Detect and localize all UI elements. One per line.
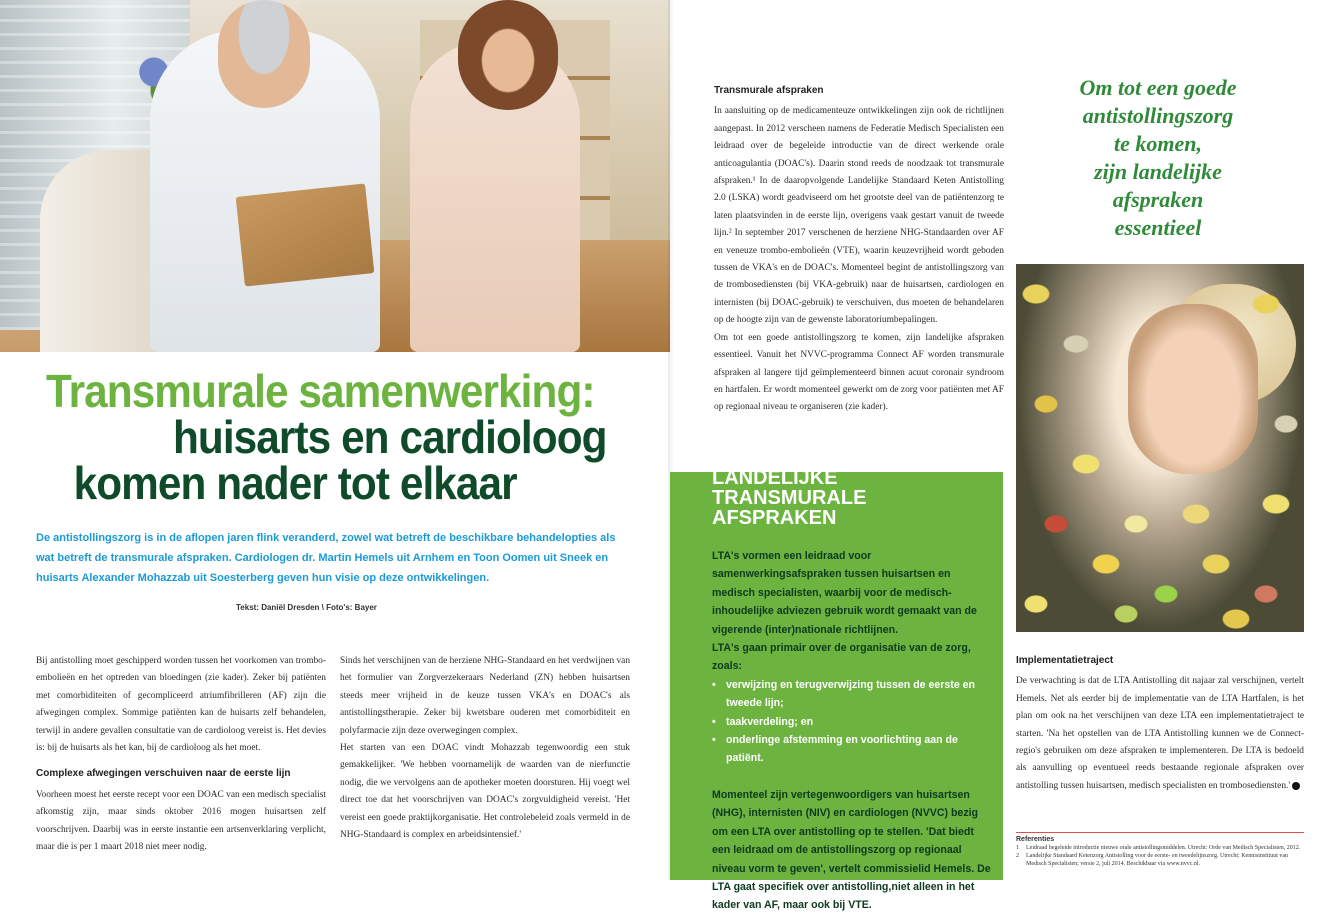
box-bullet: • verwijzing en terugverwijzing tussen de eerste en tweede lijn;: [712, 676, 992, 713]
reference-number: 2: [1016, 853, 1019, 859]
headline-line-3: komen nader tot elkaar: [73, 457, 517, 509]
paragraph: Bij antistolling moet geschipperd worden tussen het voorkomen van trombo-embolieën en het optreden van bloedingen (zie kader). Zeker bij patiënten met comorbiditeiten of gecompliceerd atriumfibrilleren (AF) zijn die afwegingen complex. Sommige patiënten kan de huisarts zelf behandelen, terwijl in andere gevallen consultatie van de cardioloog vereist is. Het devies is: bij de huisarts als het kan, bij de cardioloog als het moet.: [36, 656, 326, 754]
headline-line-2: huisarts en cardioloog: [172, 411, 607, 463]
paragraph: [1016, 673, 1304, 795]
references: [1016, 832, 1304, 868]
quote-line: afspraken: [1112, 187, 1204, 212]
box-title-line: TRANSMURALE: [712, 487, 867, 509]
quote-line: essentieel: [1114, 215, 1202, 240]
box-title-line: LANDELIJKE: [712, 467, 838, 489]
paragraph: In aansluiting op de medicamenteuze ontwikkelingen zijn ook de richtlijnen aangepast. In 2012 verscheen namens de Federatie Medisch Specialisten een leidraad over de begeleide introductie van de direct werkende orale anticoagulantia (DOAC's). Daarin stond reeds de noodzaak tot transmurale afspraken.¹ In de daaropvolgende Landelijke Standaard Keten Antistolling 2.0 (LSKA) wordt geadviseerd om het grootste deel van de patiëntenzorg te laten plaatsvinden in de eerste lijn, overigens vaak gestart vanuit de tweede lijn.² In september 2017 verschenen de herziene NHG-Standaarden over AF en veneuze trombo-embolieën (VTE), waarin keuzevrijheid wordt geboden tussen de VKA's en de DOAC's. Momenteel begint de antistollingszorg van de trombosediensten (bij VKA-gebruik) naar de huisartsen, cardiologen en internisten (bij DOAC-gebruik) te verschuiven, dus moeten de behandelaren op de hoogte zijn van de gewenste laboratoriumbepalingen.: [714, 106, 1004, 326]
lta-info-box: [670, 467, 1003, 912]
article-intro: De antistollingszorg is in de aflopen jaren flink veranderd, zowel wat betreft de beschikbare behandelopties als wat betreft de transmurale afspraken. Cardiologen dr. Martin Hemels uit Arnhem en Toon Oomen uit Sneek en huisarts Alexander Mohazzab uit Soesterberg geven hun visie op deze ontwikkelingen.: [36, 532, 616, 584]
reference-item: [1016, 844, 1304, 852]
article-headline: [46, 365, 656, 509]
box-title: [712, 468, 972, 528]
subheading: Transmurale afspraken: [714, 85, 824, 96]
box-paragraph: Momenteel zijn vertegenwoordigers van huisartsen (NHG), internisten (NIV) en cardiologen (NVVC) bezig om een LTA over antistolling op te stellen. 'Dat biedt een leidraad om de antistollingszorg op regionaal niveau vorm te geven', vertelt commissielid Hemels. De LTA gaat specifiek over antistolling,niet alleen in het kader van AF, maar ook bij VTE.: [712, 788, 991, 912]
box-bullet: • onderlinge afstemming en voorlichting aan de patiënt.: [712, 731, 992, 768]
subheading: Complexe afwegingen verschuiven naar de eerste lijn: [36, 768, 291, 780]
reference-item: [1016, 852, 1304, 868]
quote-line: te komen,: [1114, 131, 1202, 156]
pharmacist-pills-photo: [1016, 264, 1304, 632]
box-bullet: • taakverdeling; en: [712, 713, 992, 731]
paragraph: Sinds het verschijnen van de herziene NHG-Standaard en het verdwijnen van het formulier van Zorgverzekeraars Nederland (ZN) hebben huisartsen steeds meer vrijheid in de keuze tussen VKA's en DOAC's als antistollingstherapie. Zeker bij kwetsbare ouderen met comorbiditeit en polyfarmacie zijn deze overwegingen complex.: [340, 656, 631, 736]
photo-woman-head: [458, 0, 558, 110]
box-paragraph: LTA's vormen een leidraad voor samenwerkingsafspraken tussen huisartsen en medisch specialisten, waarbij voor de medisch-inhoudelijke adviezen gebruik wordt gemaakt van de vigerende (inter)nationale richtlijnen.: [712, 550, 977, 636]
box-paragraph: LTA's gaan primair over de organisatie van de zorg, zoals:: [712, 642, 971, 673]
paragraph: Het starten van een DOAC vindt Mohazzab tegenwoordig een stuk gemakkelijker. 'We hebben voornamelijk de waarden van de nierfunctie nodig, die we vervolgens aan de apotheker moeten doorsturen. Hij voegt wel direct toe dat het voorschrijven van DOAC's zorgvuldigheid vereist. 'Het vereist een goede praktijkorganisatie. Het controlebeleid zoals vermeld in de NHG-Standaard is complex en arbeidsintensief.': [340, 743, 630, 841]
box-bullet-list: [712, 676, 992, 768]
doctor-patient-photo: [0, 0, 670, 352]
text-column-4: [1016, 652, 1304, 795]
paragraph: Om tot een goede antistollingszorg te komen, zijn landelijke afspraken essentieel. Vanuit het NVVC-programma Connect AF worden transmurale afspraken al langere tijd geïmplementeerd binnen acuut coronair syndroom en hartfalen. Er wordt momenteel gewerkt om de zorg voor patiënten met AF op regionaal niveau te organiseren (zie kader).: [714, 332, 1004, 413]
photo-doctor-head: [218, 0, 310, 108]
paragraph-text: De verwachting is dat de LTA Antistolling dit najaar zal verschijnen, vertelt Hemels. Net als eerder bij de implementatie van de LTA Hartfalen, is het plan om ook na het verschijnen van deze LTA een implementatietraject te starten. 'Na het opstellen van de LTA Antistolling kunnen we de Connect-regio's gebruiken om deze afspraken te implementeren. De LTA is bedoeld als aanvulling op eventueel reeds bestaande regionale afspraken over antistolling tussen huisartsen, medisch specialisten en trombosediensten.': [1016, 676, 1304, 791]
headline-line-1: Transmurale samenwerking:: [46, 365, 595, 417]
reference-number: 1: [1016, 845, 1019, 851]
article-credit: Tekst: Daniël Dresden \ Foto's: Bayer: [236, 603, 377, 612]
quote-line: antistollingszorg: [1082, 103, 1234, 128]
reference-text: Landelijke Standaard Ketenzorg Antistolling voor de eerste- en tweedelijnszorg. Utrecht: Kennisinstituut van Medisch Specialisten; versie 2, juli 2014. Beschikbaar via www.nvvc.nl.: [1026, 853, 1289, 867]
text-column-2: [340, 653, 630, 844]
text-column-1: [36, 653, 326, 856]
photo-clipboard: [236, 183, 375, 286]
subheading: Implementatietraject: [1016, 655, 1114, 666]
quote-line: Om tot een goede: [1079, 75, 1237, 100]
photo-pills: [1016, 264, 1304, 632]
end-mark-icon: [1292, 782, 1300, 790]
box-title-line: AFSPRAKEN: [712, 507, 837, 529]
box-body: [712, 547, 992, 915]
pull-quote: [1026, 74, 1290, 242]
quote-line: zijn landelijke: [1094, 159, 1222, 184]
text-column-3: [714, 82, 1004, 417]
paragraph: Voorheen moest het eerste recept voor een DOAC van een medisch specialist afkomstig zijn, maar sinds oktober 2016 mogen huisartsen zelf voorschrijven. Daarbij was in eerste instantie een artsenverklaring verplicht, maar die is per 1 maart 2018 niet meer nodig.: [36, 789, 326, 853]
references-title: Referenties: [1016, 836, 1055, 843]
reference-text: Leidraad begeleide introductie nieuwe orale antistollingsmiddelen. Utrecht: Orde van Medisch Specialisten, 2012.: [1026, 845, 1301, 851]
